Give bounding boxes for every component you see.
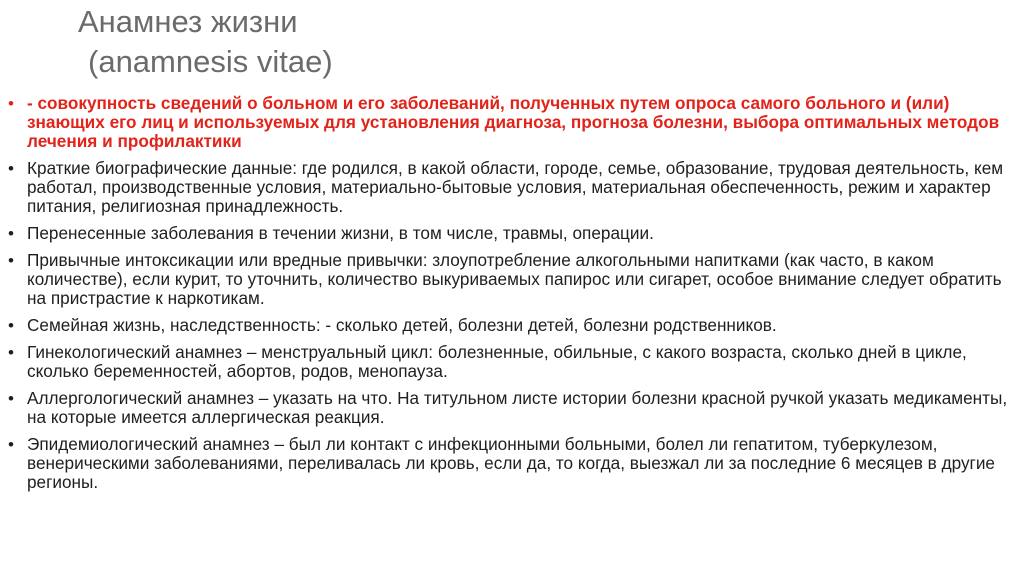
bullet-icon: • — [8, 435, 14, 454]
list-item-text: Перенесенные заболевания в течении жизни, в том числе, травмы, операции. — [27, 223, 654, 243]
bullet-icon: • — [8, 389, 14, 408]
bullet-icon: • — [8, 224, 14, 243]
list-item-allergological — [8, 389, 1008, 427]
bullet-icon: • — [8, 94, 14, 113]
list-item-text: Семейная жизнь, наследственность: - сколько детей, болезни детей, болезни родственников. — [27, 315, 777, 335]
bullet-icon: • — [8, 343, 14, 362]
list-item-text: Эпидемиологический анамнез – был ли контакт с инфекционными больными, болел ли гепатитом, туберкулезом, венерическими заболеваниями, переливалась ли кровь, если да, то когда, выезжал ли за последние 6 месяцев в другие регионы. — [27, 434, 995, 492]
bullet-icon: • — [8, 316, 14, 335]
list-item-text: Краткие биографические данные: где родился, в какой области, городе, семье, образование, трудовая деятельность, кем работал, производственные условия, материально-бытовые условия, материальная обеспеченность, режим и характер питания, религиозная принадлежность. — [27, 158, 1004, 216]
list-item-gynecological — [8, 343, 1008, 381]
bullet-icon: • — [8, 159, 14, 178]
list-item-text: Гинекологический анамнез – менструальный цикл: болезненные, обильные, с какого возраста, сколько дней в цикле, сколько беременностей, абортов, родов, менопауза. — [27, 342, 967, 381]
bullet-icon: • — [8, 251, 14, 270]
list-item-text: Привычные интоксикации или вредные привычки: злоупотребление алкогольными напитками (как часто, в каком количестве), если курит, то уточнить, количество выкуриваемых папирос или сигарет, особое внимание следует обратить на пристрастие к наркотикам. — [27, 250, 1002, 308]
bullet-list — [8, 94, 1008, 500]
slide-title — [78, 2, 978, 82]
list-item-bad-habits — [8, 251, 1008, 308]
list-item-past-diseases — [8, 224, 1008, 243]
list-item-text: - совокупность сведений о больном и его заболеваний, полученных путем опроса самого больного и (или) знающих его лиц и используемых для установления диагноза, прогноза болезни, выбора оптимальных методов лечения и профилактики — [27, 93, 1000, 151]
list-item-family-heredity — [8, 316, 1008, 335]
list-item-biography — [8, 159, 1008, 216]
list-item-epidemiological — [8, 435, 1008, 492]
title-line-2: (anamnesis vitae) — [88, 44, 333, 79]
list-item-text: Аллергологический анамнез – указать на что. На титульном листе истории болезни красной ручкой указать медикаменты, на которые имеется аллергическая реакция. — [27, 388, 1008, 427]
title-line-1: Анамнез жизни — [78, 4, 298, 39]
list-item-definition — [8, 94, 1008, 151]
